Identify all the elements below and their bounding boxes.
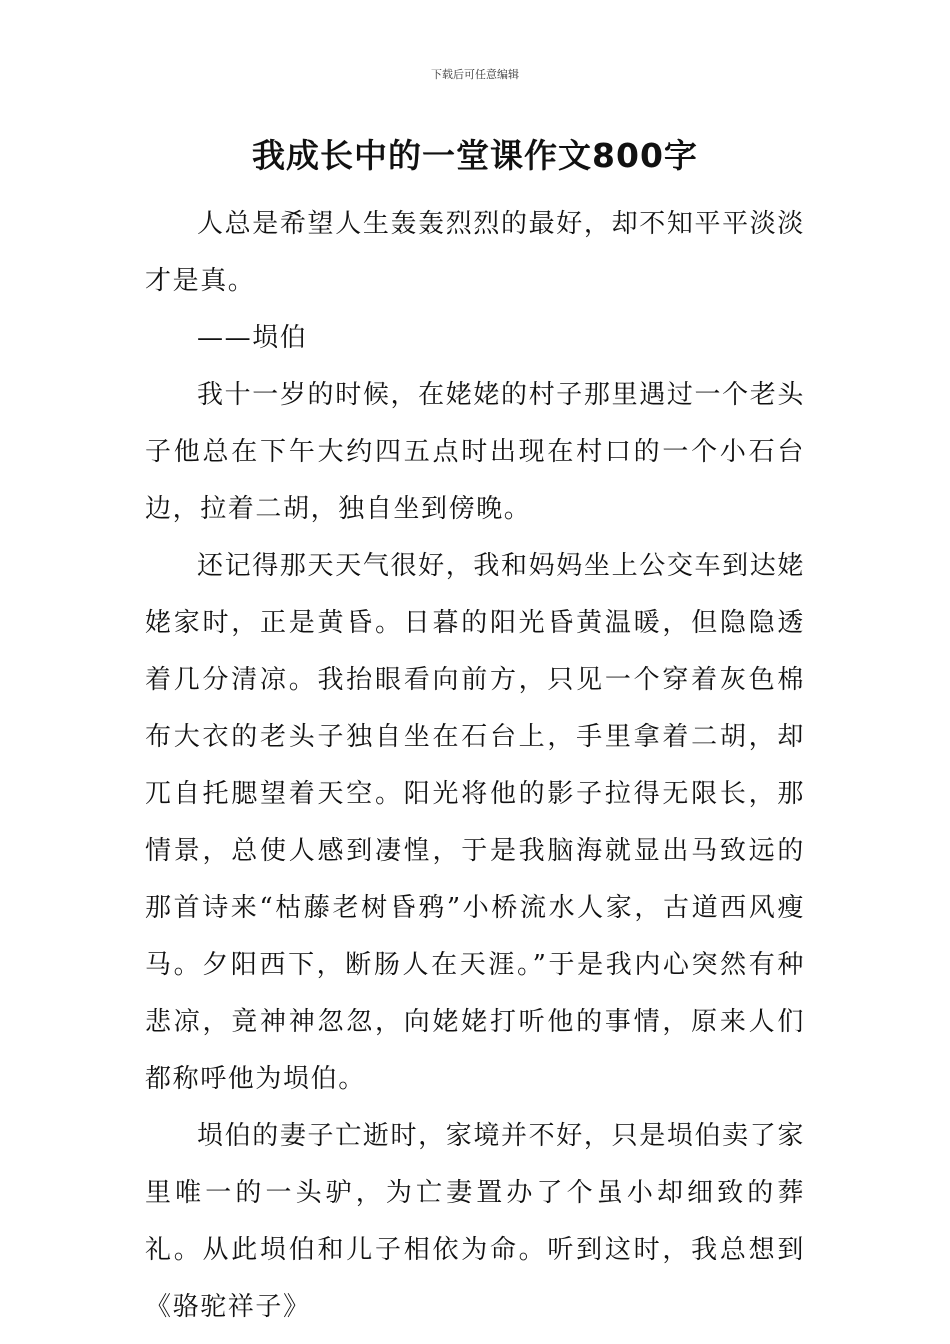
paragraph: ——埙伯 <box>197 323 308 353</box>
paragraph: 埙伯的妻子亡逝时，家境并不好，只是埙伯卖了家里唯一的一头驴，为亡妻置办了个虽小却细致的葬礼。从此埙伯和儿子相依为命。听到这时，我总想到《骆驼祥子》 <box>145 1121 805 1322</box>
page-title: 我成长中的一堂课作文800字 <box>252 136 698 175</box>
paragraph: 我十一岁的时候，在姥姥的村子那里遇过一个老头子他总在下午大约四五点时出现在村口的一个小石台边，拉着二胡，独自坐到傍晚。 <box>145 380 805 524</box>
header-note: 下载后可任意编辑 <box>431 68 519 81</box>
essay-body <box>145 196 805 1336</box>
paragraph: 人总是希望人生轰轰烈烈的最好，却不知平平淡淡才是真。 <box>145 209 805 296</box>
paragraph: 还记得那天天气很好，我和妈妈坐上公交车到达姥姥家时，正是黄昏。日暮的阳光昏黄温暖，但隐隐透着几分清凉。我抬眼看向前方，只见一个穿着灰色棉布大衣的老头子独自坐在石台上，手里拿着二胡，却兀自托腮望着天空。阳光将他的影子拉得无限长，那情景，总使人感到凄惶，于是我脑海就显出马致远的那首诗来“枯藤老树昏鸦”小桥流水人家，古道西风瘦马。夕阳西下，断肠人在天涯。”于是我内心突然有种悲凉，竟神神忽忽，向姥姥打听他的事情，原来人们都称呼他为埙伯。 <box>145 551 805 1094</box>
